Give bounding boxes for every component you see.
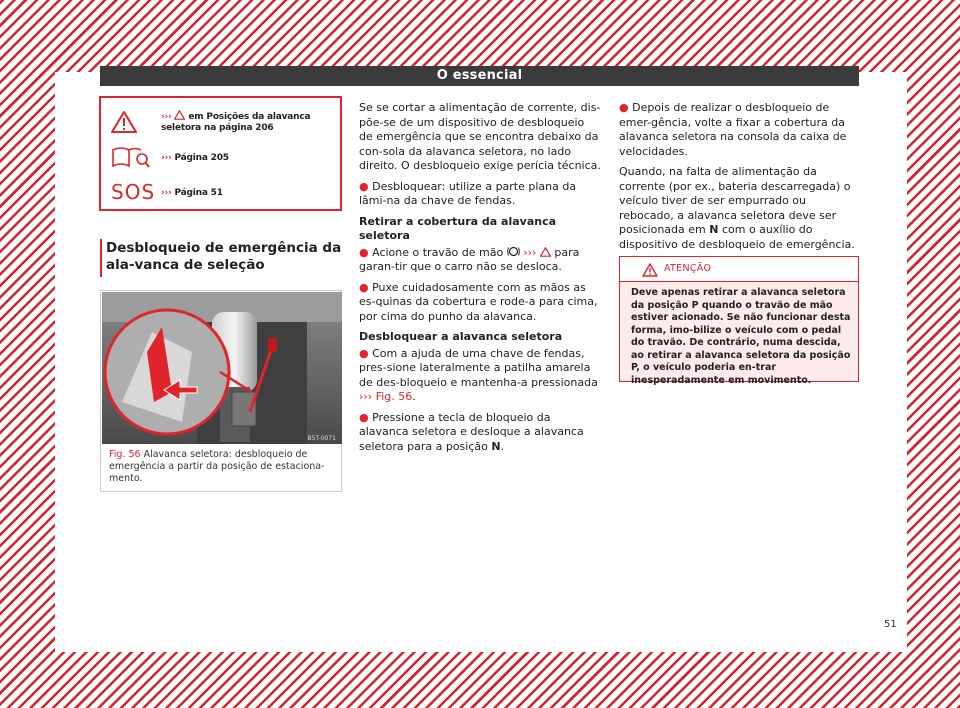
warning-box	[619, 256, 859, 386]
bullet-icon: ●	[359, 179, 369, 193]
bullet-text: Pressione a tecla de bloqueio da alavanca seletora e desloque a alavanca seletora para a posição	[359, 410, 584, 453]
reference-box	[99, 96, 342, 211]
bullet-item	[619, 101, 859, 159]
small-warning-icon	[174, 110, 185, 120]
ref-link-positions[interactable]	[161, 110, 336, 134]
figure-label: Fig. 56	[109, 449, 141, 460]
figure-caption-text: Alavanca seletora: desbloqueio de emergência a partir da posição de estaciona-mento.	[109, 449, 325, 484]
bullet-text: Depois de realizar o desbloqueio de emer-gência, volte a fixar a cobertura da alavanca seletora na consola da caixa de velocidades.	[619, 101, 847, 158]
parking-brake-icon	[507, 246, 520, 259]
bullet-icon: ●	[359, 346, 369, 360]
warning-header	[620, 257, 858, 282]
ref-text: em Posições da alavanca seletora na página 206	[161, 112, 311, 133]
ref-chevron[interactable]: ›››	[523, 245, 537, 259]
figure-ref-link[interactable]: ››› Fig. 56	[359, 390, 413, 403]
bullet-icon: ●	[359, 280, 369, 294]
bullet-icon: ●	[359, 245, 369, 259]
ref-text: Página 205	[171, 153, 229, 163]
bullet-icon: ●	[359, 410, 369, 424]
subheading: Retirar a cobertura da alavanca seletora	[359, 214, 557, 242]
ref-chevron: ›››	[161, 188, 172, 198]
bullet-text: Desbloquear: utilize a parte plana da lâmi-na da chave de fendas.	[359, 179, 577, 207]
small-warning-icon	[540, 247, 551, 257]
bullet-text: .	[500, 439, 505, 453]
ref-text: Página 51	[171, 188, 223, 198]
subheading: Desbloquear a alavanca seletora	[359, 330, 563, 343]
bullet-text: Acione o travão de mão	[368, 245, 507, 259]
gear-position-n: N	[491, 439, 501, 453]
bullet-item	[359, 281, 601, 325]
warning-title: ATENÇÃO	[664, 263, 712, 274]
bullet-item	[359, 180, 601, 209]
paragraph: Se se cortar a alimentação de corrente, dis-põe-se de um dispositivo de desbloqueio de emergência que se encontra debaixo da con-sola da alavanca seletora, no lado direito. O desbloqueio exige perícia técnica.	[359, 101, 601, 172]
paragraph-text: Quando, na falta de alimentação da corrente (por ex., bateria descarregada) o veículo tiver de ser empurrado ou rebocado, a alavanca seletora deve ser posicionada em	[619, 165, 851, 236]
paragraph-text: com o auxílio do dispositivo de desbloqueio de emergência.	[619, 223, 855, 251]
column-2	[359, 101, 601, 460]
sos-icon: SOS	[111, 180, 156, 204]
ref-link-page51[interactable]	[161, 188, 223, 199]
chapter-header: O essencial	[100, 66, 859, 86]
warning-triangle-icon	[111, 110, 137, 138]
figure-56	[100, 290, 342, 492]
gear-selector-photo	[102, 292, 342, 444]
section-title: Desbloqueio de emergência da ala-vanca de seleção	[106, 240, 342, 273]
bullet-text: para garan-tir que o carro não se desloca.	[359, 245, 580, 273]
ref-chevron: ›››	[161, 112, 172, 122]
ref-link-page205[interactable]	[161, 153, 229, 164]
warning-triangle-icon	[642, 262, 658, 281]
column-3	[619, 101, 859, 258]
bullet-item	[359, 246, 601, 275]
bullet-text: .	[412, 390, 416, 403]
manual-book-icon	[111, 144, 151, 174]
gear-position-n: N	[709, 223, 719, 236]
bullet-text: Com a ajuda de uma chave de fendas, pres-sione lateralmente a patilha amarela de des-bloqueio e mantenha-a pressionada	[359, 346, 598, 389]
page-number: 51	[884, 619, 897, 630]
bullet-item	[359, 347, 601, 405]
warning-text: Deve apenas retirar a alavanca seletora da posição P quando o travão de mão estiver acionado. Se não funcionar desta forma, imo-bilize o veículo com o pedal do travão. De contrário, numa descida, ao retirar a alavanca seletora da posição P, o veículo poderia en-trar inesperadamente em movimento.	[631, 287, 851, 386]
bullet-text: Puxe cuidadosamente com as mãos as es-quinas da cobertura e rode-a para cima, por cima do punho da alavanca.	[359, 280, 598, 323]
figure-caption	[109, 449, 337, 485]
bullet-item	[359, 411, 601, 455]
figure-code: B5T-0071	[307, 435, 336, 442]
section-accent-bar	[100, 239, 102, 277]
ref-chevron: ›››	[161, 153, 172, 163]
paragraph	[619, 165, 859, 252]
bullet-icon: ●	[619, 101, 629, 114]
